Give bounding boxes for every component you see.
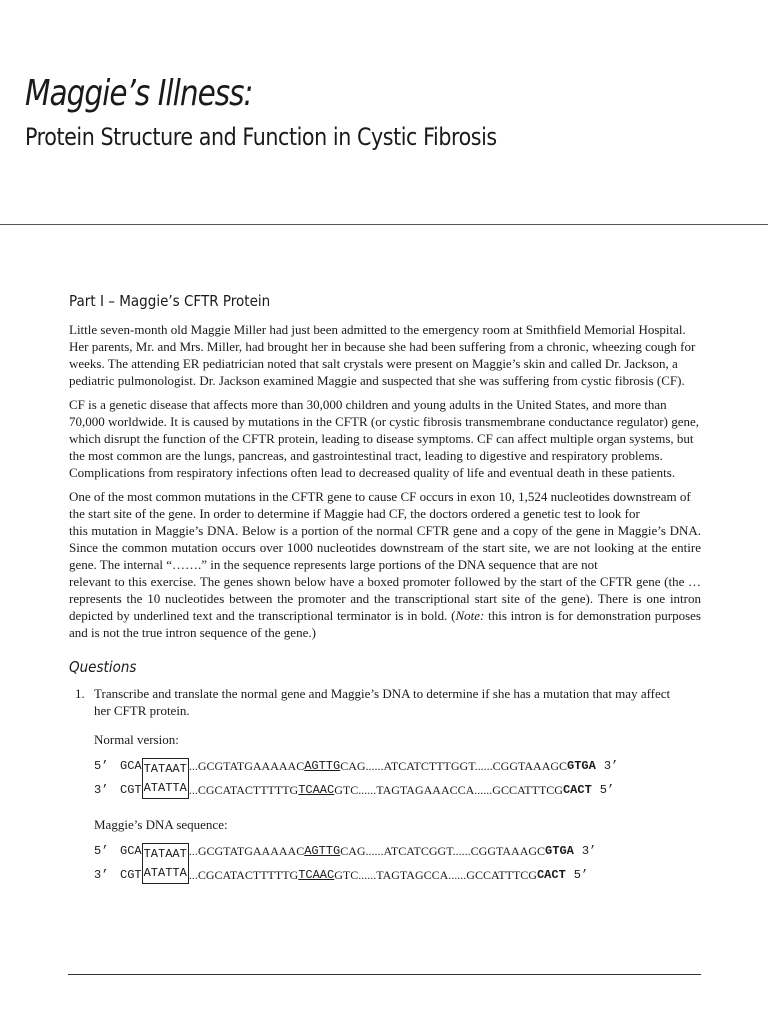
paragraph-mutation-continued [69, 522, 701, 573]
question-item [69, 685, 709, 719]
footer-divider [68, 974, 701, 975]
strand-mid-1: ...GCGTATGAAAAAC [188, 759, 305, 773]
terminator-segment: CACT [536, 868, 566, 882]
strand-mid-1: ...CGCATACTTTTTG [188, 783, 299, 797]
promoter-box: ATATTA [142, 778, 189, 799]
intron-segment: TCAAC [298, 868, 335, 882]
main-content [69, 291, 709, 887]
questions-heading: Questions [69, 658, 137, 676]
intron-segment: AGTTG [304, 844, 341, 858]
gene-description-text: relevant to this exercise. The genes shown below have a boxed promoter followed by the start of the CFTR gene (the … represents the 10 nucleotides between the promoter and the transcriptional start site of the gene). There is one intron depicted by underlined text and the transcriptional terminator is in bold. ( [69, 574, 701, 623]
promoter-box: ATATTA [142, 863, 189, 884]
terminator-segment: GTGA [567, 759, 596, 773]
maggie-top-strand [94, 839, 709, 863]
normal-bottom-strand [94, 778, 709, 802]
strand-end-label: 3’ [581, 844, 597, 858]
paragraph-mutation [69, 488, 701, 522]
question-text: Transcribe and translate the normal gene and Maggie’s DNA to determine if she has a mutation that may affect her CFTR protein. [94, 686, 671, 718]
strand-start-label: 3’ [94, 868, 109, 882]
intron-segment: AGTTG [304, 759, 341, 773]
paragraph-mutation-line-a: One of the most common mutations in the CFTR gene to cause CF occurs in exon 10, 1,524 nucleotides downstream of the start site of the gene. In order to determine if Maggie had CF, the doctors ordered a genetic test to look for [69, 489, 691, 521]
maggie-version-label: Maggie’s DNA sequence: [94, 817, 228, 832]
strand-mid-2: GTC......TAGTAGAAACCA......GCCATTTCG [334, 783, 563, 797]
strand-mid-1: ...GCGTATGAAAAAC [188, 844, 305, 858]
strand-prefix: GCA [120, 844, 142, 858]
strand-end-label: 5’ [573, 868, 589, 882]
paragraph-mutation-line-b: this mutation in Maggie’s DNA. Below is a portion of the normal CFTR gene and a copy of the gene in Maggie’s DNA. Since the common mutation occurs over 1000 nucleotides downstream of the start site, we are not looking at the entire gene. The internal “…….” in the sequence represents large portions of the DNA sequence that are not [69, 523, 701, 572]
question-number: 1. [75, 686, 85, 701]
document-subtitle: Protein Structure and Function in Cystic Fibrosis [25, 123, 497, 151]
promoter-box: TATAAT [142, 843, 189, 864]
strand-mid-1: ...CGCATACTTTTTG [188, 868, 299, 882]
paragraph-intro: Little seven-month old Maggie Miller had just been admitted to the emergency room at Smithfield Memorial Hospital. Her parents, Mr. and Mrs. Miller, had brought her in because she had been suffering from a chronic, wheezing cough for weeks. The attending ER pediatrician noted that salt crystals were present on Maggie’s skin and called Dr. Jackson, a pediatric pulmonologist. Dr. Jackson examined Maggie and suspected that she was suffering from cystic fibrosis (CF). [69, 322, 696, 388]
strand-mid-2: GTC......TAGTAGCCA......GCCATTTCG [334, 868, 537, 882]
strand-prefix: CGT [120, 868, 142, 882]
strand-prefix: GCA [120, 759, 142, 773]
intron-segment: TCAAC [298, 783, 335, 797]
strand-start-label: 5’ [94, 844, 109, 858]
header-divider [0, 224, 768, 225]
strand-prefix: CGT [120, 783, 142, 797]
strand-mid-2: CAG......ATCATCGGT......CGGTAAAGC [340, 844, 546, 858]
note-text: this intron is for demonstration purposes and is not the true intron sequence of the gene.) [69, 608, 701, 640]
normal-version-label: Normal version: [94, 732, 179, 747]
strand-start-label: 3’ [94, 783, 109, 797]
paragraph-cf-description: CF is a genetic disease that affects more than 30,000 children and young adults in the United States, and more than 70,000 worldwide. It is caused by mutations in the CFTR (or cystic fibrosis transmembrane conductance regulator) gene, which disrupt the function of the CFTR protein, leading to disease symptoms. CF can affect multiple organ systems, but the most common are the lungs, pancreas, and gastrointestinal tract, leading to digestive and respiratory problems. Complications from respiratory infections often lead to decreased quality of life and eventual death in these patients. [69, 397, 699, 480]
normal-top-strand [94, 754, 709, 778]
terminator-segment: CACT [562, 783, 592, 797]
paragraph-gene-description [69, 573, 701, 641]
strand-end-label: 3’ [603, 759, 619, 773]
strand-end-label: 5’ [599, 783, 615, 797]
maggie-bottom-strand [94, 863, 709, 887]
strand-start-label: 5’ [94, 759, 109, 773]
part-heading: Part I – Maggie’s CFTR Protein [69, 292, 271, 310]
note-label: Note: [455, 608, 485, 623]
document-title: Maggie’s Illness: [25, 73, 253, 114]
strand-mid-2: CAG......ATCATCTTTGGT......CGGTAAAGC [340, 759, 568, 773]
promoter-box: TATAAT [142, 758, 189, 779]
document-header [25, 72, 574, 152]
terminator-segment: GTGA [545, 844, 574, 858]
